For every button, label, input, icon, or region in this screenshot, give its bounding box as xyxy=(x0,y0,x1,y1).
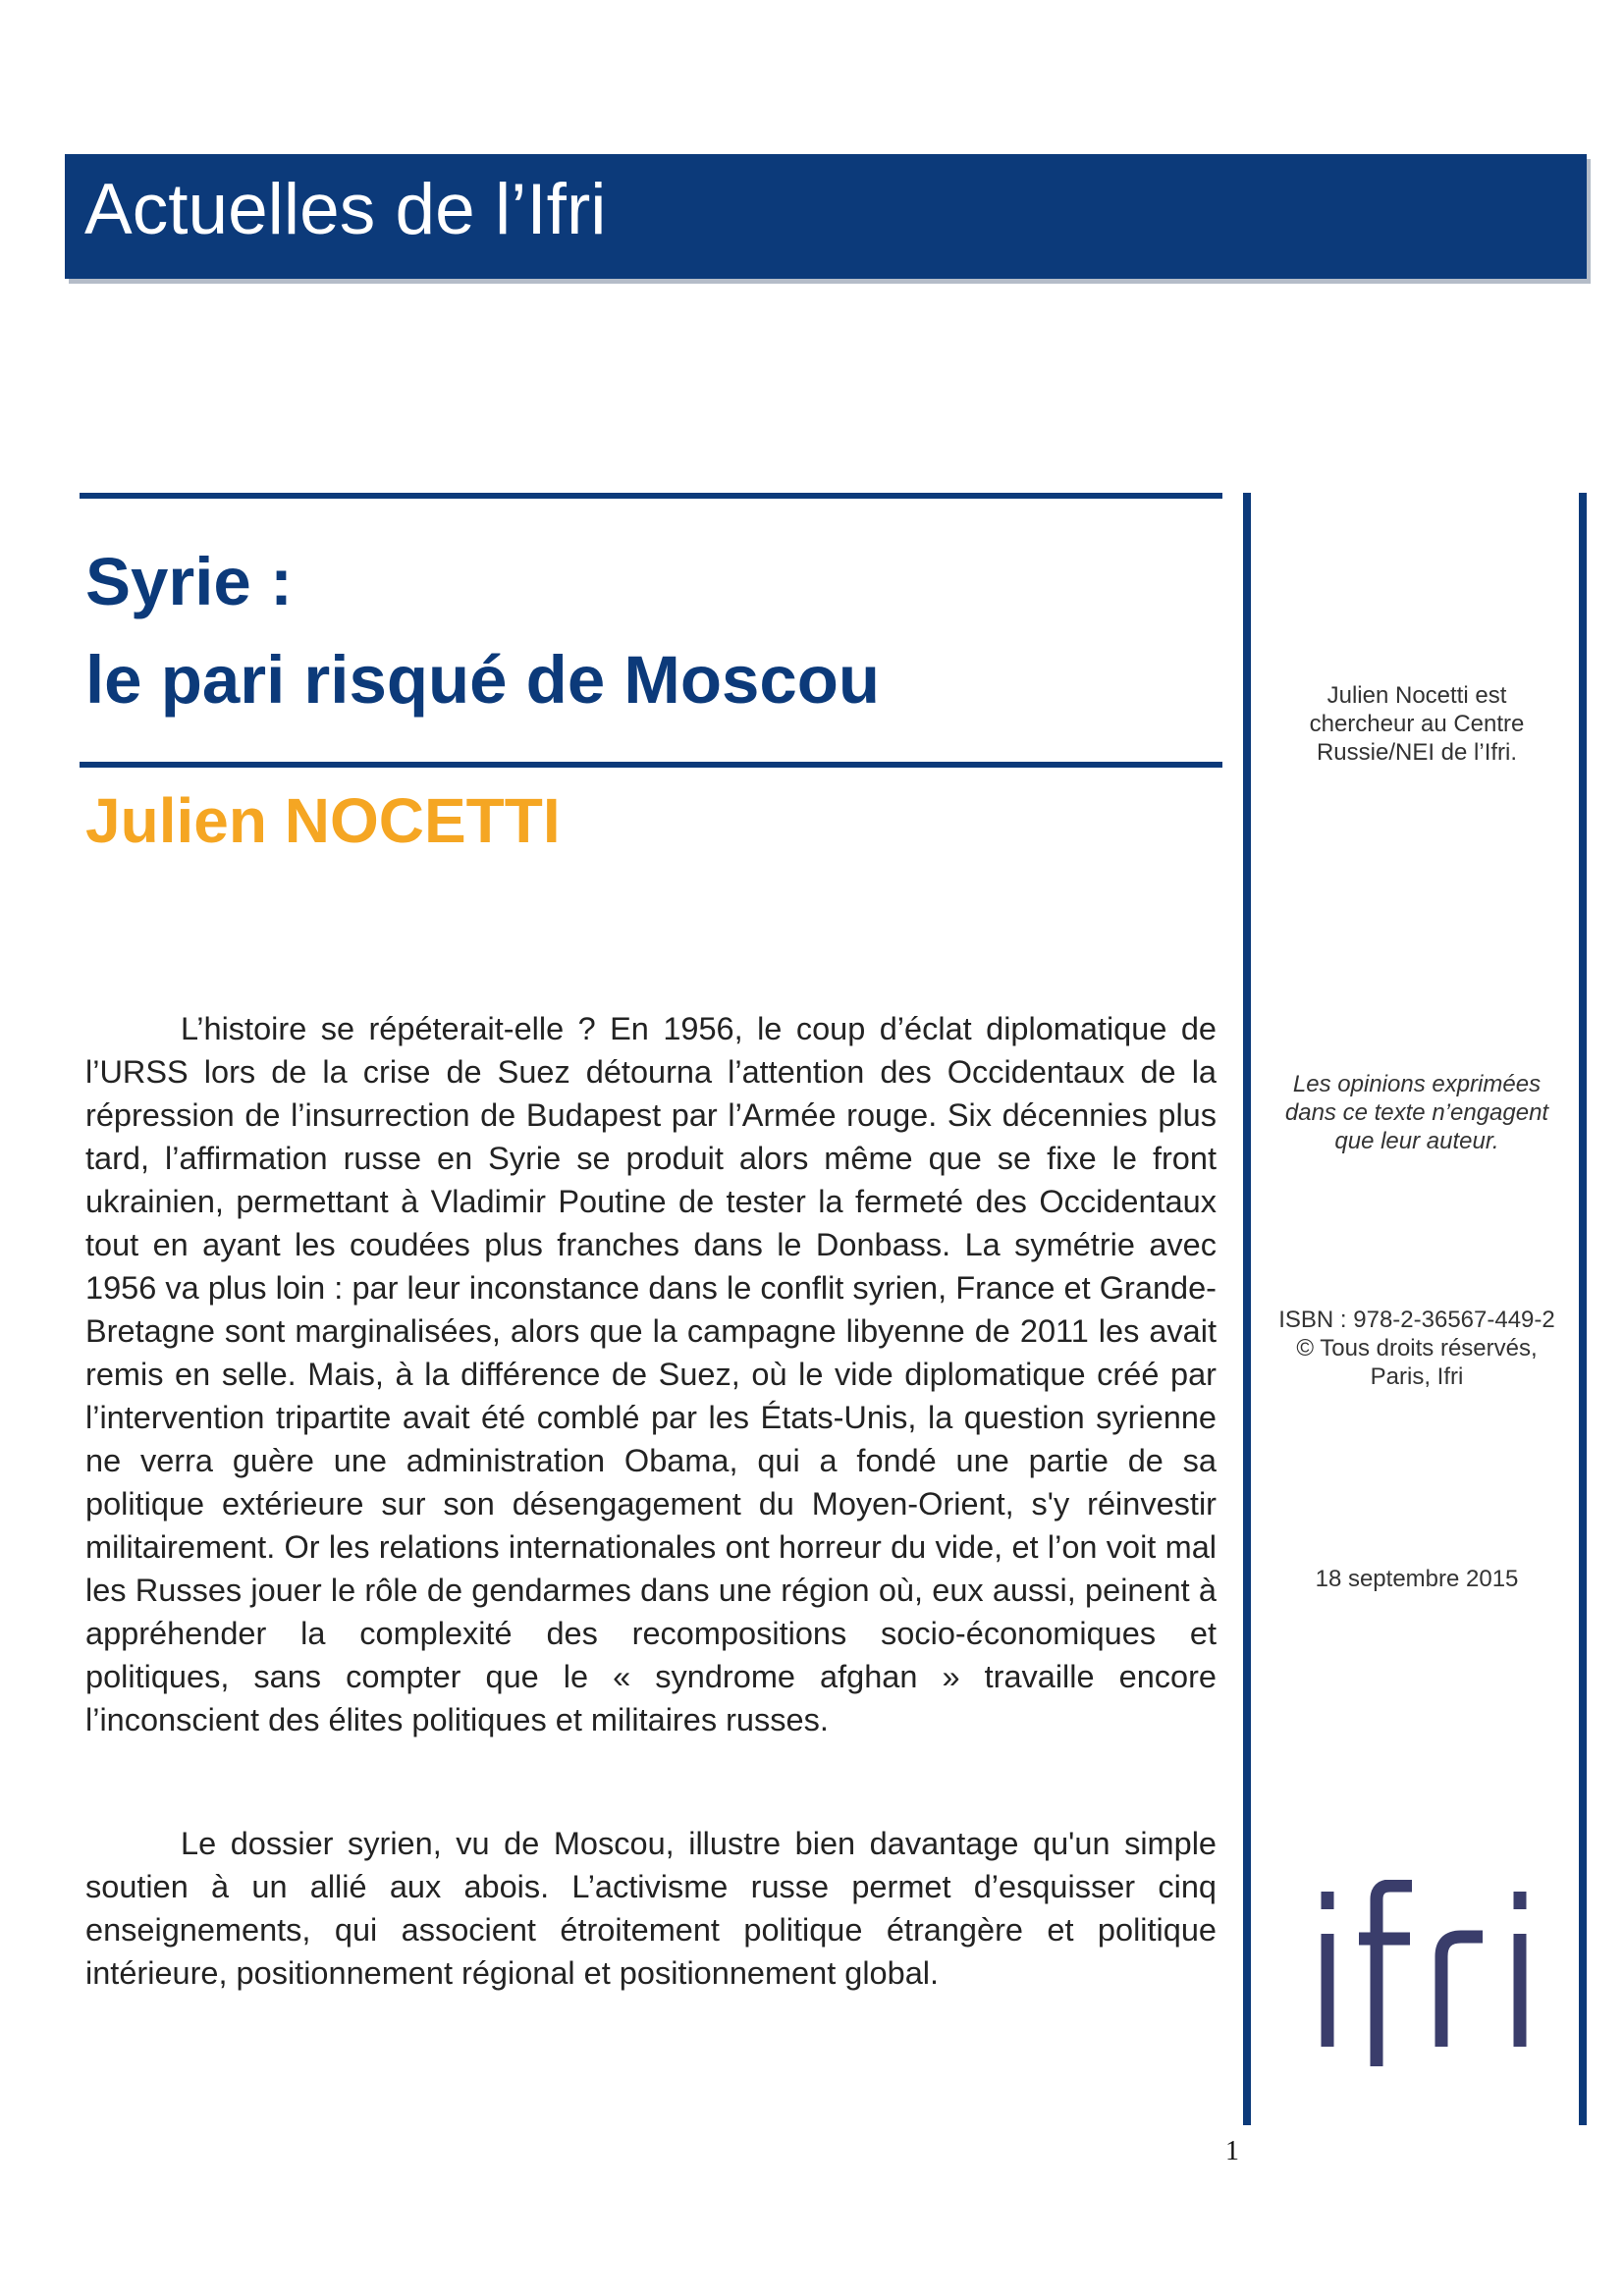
series-title: Actuelles de l’Ifri xyxy=(84,170,607,249)
sidebar-left-border xyxy=(1243,493,1251,2125)
sidebar-right-border xyxy=(1579,493,1587,2125)
page-number: 1 xyxy=(1225,2136,1239,2166)
author-bio-line: Julien Nocetti est xyxy=(1326,682,1507,709)
author-name: Julien NOCETTI xyxy=(85,785,561,856)
publication-date: 18 septembre 2015 xyxy=(1315,1566,1519,1592)
body-paragraph-2: Le dossier syrien, vu de Moscou, illustre bien davantage qu'un simple soutien à un allié aux abois. L’activisme russe permet d’esquisser cinq enseignements, qui associent étroitement politique étrangère et politique intérieure, positionnement régional et positionnement global. xyxy=(85,1826,1217,1991)
article-title-line-1: Syrie : xyxy=(85,544,293,619)
article-title-line-2: le pari risqué de Moscou xyxy=(85,642,881,718)
author-bio-line: chercheur au Centre xyxy=(1309,711,1525,737)
disclaimer xyxy=(1262,1070,1572,1155)
publisher-line: Paris, Ifri xyxy=(1370,1363,1464,1390)
title-top-rule xyxy=(80,493,1222,499)
author-bio-line: Russie/NEI de l’Ifri. xyxy=(1316,739,1518,766)
copyright-line: © Tous droits réservés, xyxy=(1296,1335,1538,1362)
body-paragraph-1: L’histoire se répéterait-elle ? En 1956, le coup d’éclat diplomatique de l’URSS lors de la crise de Suez détourna l’attention des Occidentaux de la répression de l’insurrection de Budapest par l’Armée rouge. Six décennies plus tard, l’affirmation russe en Syrie se produit alors même que se fixe le front ukrainien, permettant à Vladimir Poutine de tester la fermeté des Occidentaux tout en ayant les coudées plus franches dans le Donbass. La symétrie avec 1956 va plus loin : par leur inconstance dans le conflit syrien, France et Grande-Bretagne sont marginalisées, alors que la campagne libyenne de 2011 les avait remis en selle. Mais, à la différence de Suez, où le vide diplomatique créé par l’intervention tripartite avait été comblé par les États-Unis, la question syrienne ne verra guère une administration Obama, qui a fondé une partie de sa politique extérieure sur son désengagement du Moyen-Orient, s'y réinvestir militairement. Or les relations internationales ont horreur du vide, et l’on voit mal les Russes jouer le rôle de gendarmes dans une région où, eux aussi, peinent à appréhender la complexité des recompositions socio-économiques et politiques, sans compter que le « syndrome afghan » travaille encore l’inconscient des élites politiques et militaires russes. xyxy=(85,1011,1217,1737)
header-banner xyxy=(65,154,1587,279)
disclaimer-line: Les opinions exprimées xyxy=(1292,1071,1542,1097)
disclaimer-line: que leur auteur. xyxy=(1334,1128,1499,1154)
disclaimer-line: dans ce texte n’engagent xyxy=(1284,1099,1549,1126)
title-bottom-rule xyxy=(80,762,1222,768)
author-bio xyxy=(1262,681,1572,767)
isbn-block xyxy=(1262,1306,1572,1391)
isbn-line: ISBN : 978-2-36567-449-2 xyxy=(1278,1307,1555,1333)
ifri-logo xyxy=(1316,1880,1542,2091)
